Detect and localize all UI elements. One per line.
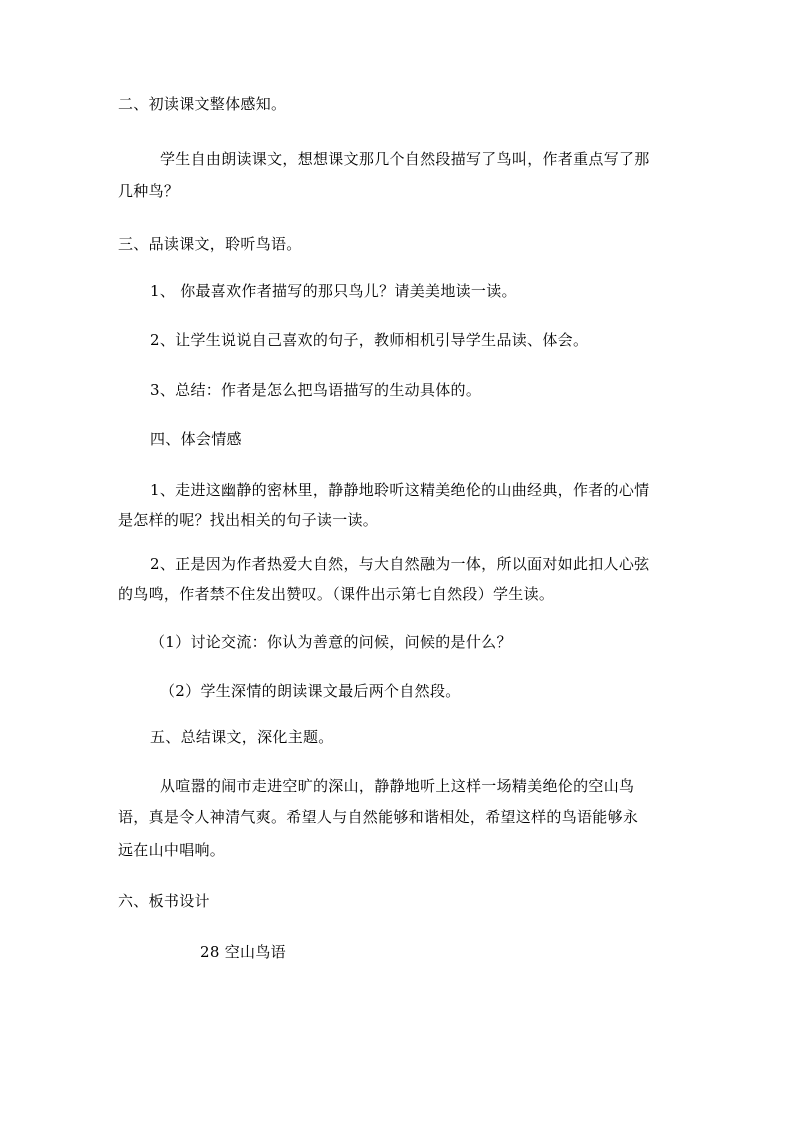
list-item: 2、让学生说说自己喜欢的句子，教师相机引导学生品读、体会。 (150, 331, 589, 349)
section-heading-2: 二、初读课文整体感知。 (118, 95, 287, 113)
section-heading-6: 六、板书设计 (118, 892, 210, 910)
section-heading-4: 四、体会情感 (150, 430, 242, 448)
list-item: 2、正是因为作者热爱大自然，与大自然融为一体，所以面对如此扣人心弦 (150, 555, 650, 573)
sub-list-item: （1）讨论交流：你认为善意的问候，问候的是什么？ (150, 633, 512, 651)
paragraph-line: 的鸟鸣，作者禁不住发出赞叹。（课件出示第七自然段）学生读。 (118, 585, 555, 603)
paragraph-line: 从喧嚣的闹市走进空旷的深山，静静地听上这样一场精美绝伦的空山鸟 (160, 777, 635, 795)
paragraph-line: 远在山中唱响。 (118, 841, 226, 859)
list-item: 1、走进这幽静的密林里，静静地聆听这精美绝伦的山曲经典，作者的心情 (150, 481, 650, 499)
section-heading-5: 五、总结课文，深化主题。 (150, 728, 334, 746)
board-design-title: 28 空山鸟语 (200, 943, 286, 961)
list-item: 1、 你最喜欢作者描写的那只鸟儿？请美美地读一读。 (150, 282, 517, 300)
sub-list-item: （2）学生深情的朗读课文最后两个自然段。 (160, 682, 461, 700)
paragraph-line: 几种鸟？ (118, 182, 180, 200)
paragraph-line: 学生自由朗读课文，想想课文那几个自然段描写了鸟叫，作者重点写了那 (160, 150, 650, 168)
list-item: 3、总结：作者是怎么把鸟语描写的生动具体的。 (150, 381, 482, 399)
section-heading-3: 三、品读课文，聆听鸟语。 (118, 235, 302, 253)
paragraph-line: 是怎样的呢？找出相关的句子读一读。 (118, 511, 379, 529)
paragraph-line: 语，真是令人神清气爽。希望人与自然能够和谐相处，希望这样的鸟语能够永 (118, 808, 639, 826)
